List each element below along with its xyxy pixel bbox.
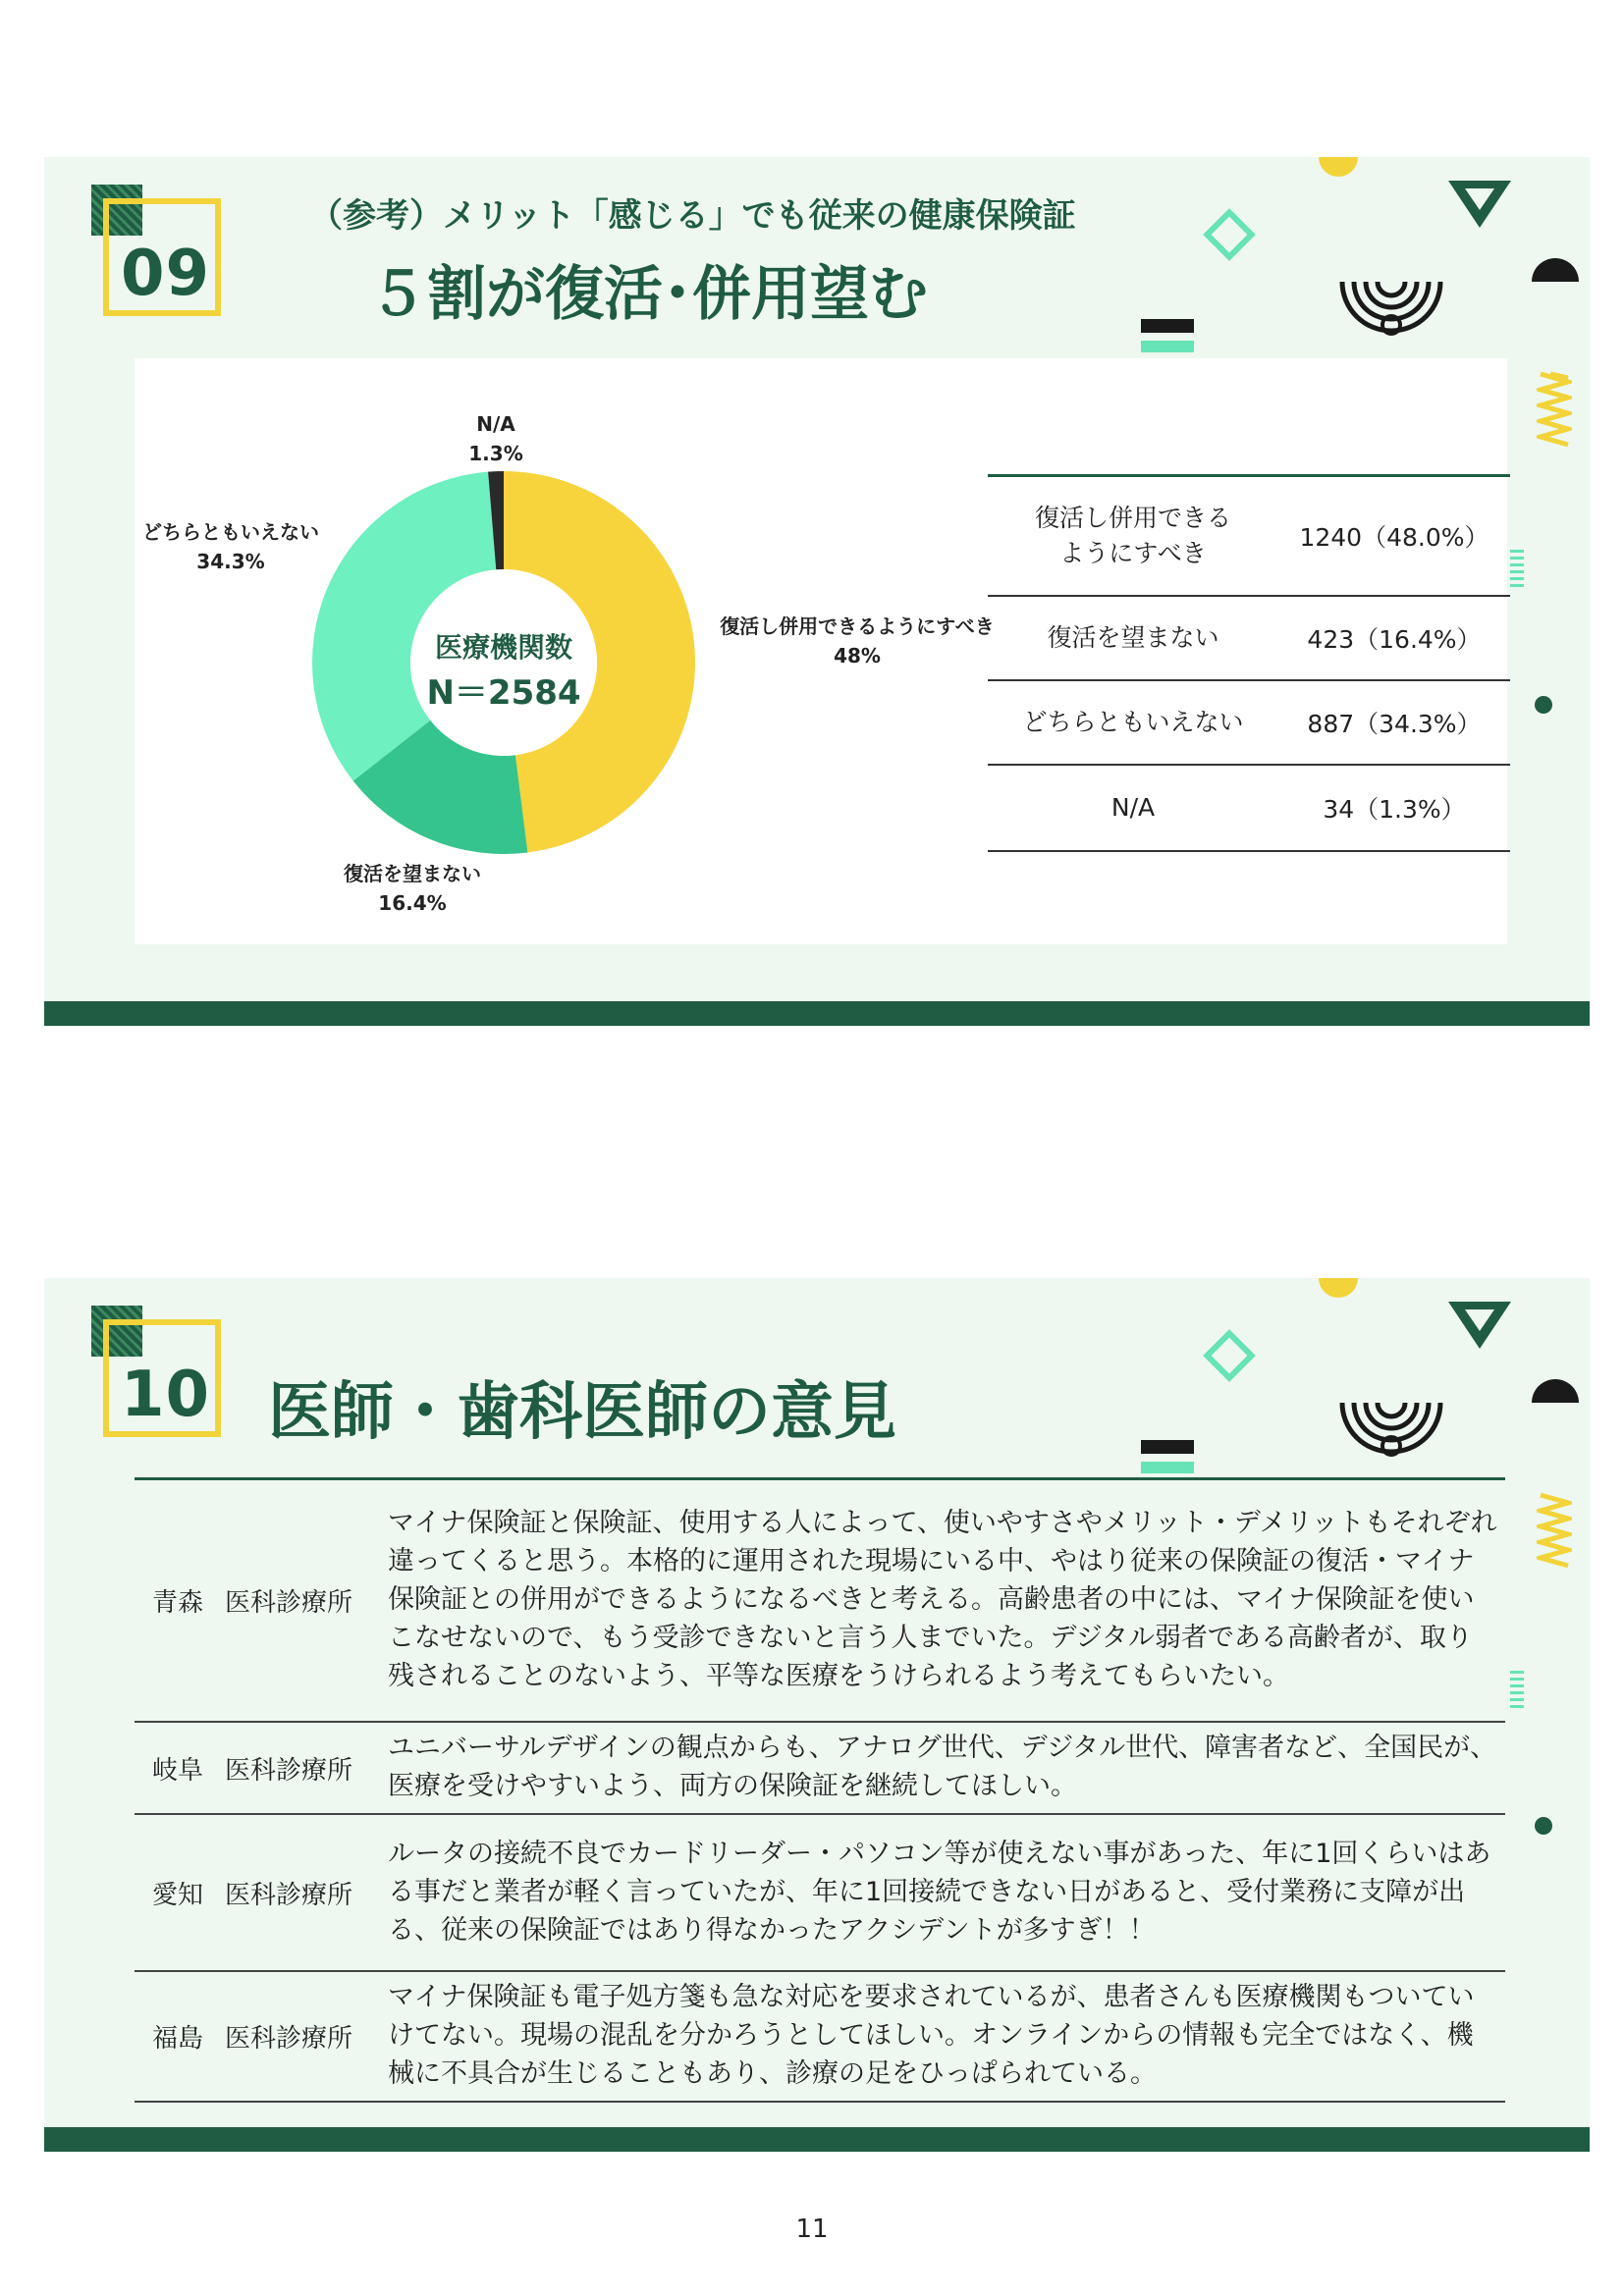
summary-label: N/A — [1110, 793, 1156, 822]
prefecture: 愛知 — [152, 1880, 204, 1910]
summary-value: 887（34.3%） — [1307, 710, 1482, 738]
dark-bar-decoration — [1141, 319, 1194, 333]
summary-row — [988, 477, 1510, 597]
zigzag-decoration — [1537, 368, 1572, 456]
slice-label-na — [432, 409, 560, 468]
yellow-half-circle-decoration — [1319, 1278, 1358, 1298]
facility-type: 医科診療所 — [225, 1755, 353, 1786]
slice-label-revive-pct: 48% — [834, 644, 881, 667]
slide-bottom-bar — [44, 1001, 1590, 1026]
slice-label-revive-name: 復活し併用できるようにすべき — [720, 614, 995, 638]
slice-label-neither-name: どちらともいえない — [142, 520, 319, 544]
opinion-row — [135, 1480, 1505, 1723]
dark-half-circle-decoration — [1532, 258, 1579, 282]
summary-row — [988, 597, 1510, 681]
slide-title: ５割が復活･併用望む — [368, 260, 928, 329]
facility-type: 医科診療所 — [225, 1880, 353, 1910]
donut-center-title: 医療機関数 — [434, 631, 572, 664]
opinion-text: マイナ保険証も電子処方箋も急な対応を要求されているが、患者さんも医療機関もついていけてない。現場の混乱を分かろうとしてほしい。オンラインからの情報も完全ではなく、機械に不具合が生じることもあり、診療の足をひっぱられている。 — [388, 1982, 1475, 2089]
slide-number: 09 — [121, 238, 211, 310]
slice-label-no-name: 復活を望まない — [344, 862, 481, 885]
summary-row — [988, 766, 1510, 852]
green-dot-decoration — [1535, 1817, 1552, 1835]
slice-label-na-pct: 1.3% — [468, 442, 523, 465]
summary-row — [988, 681, 1510, 766]
page-number: 11 — [795, 2215, 829, 2244]
summary-label: 復活し併用できる ようにすべき — [1034, 504, 1231, 567]
slide-number: 10 — [121, 1359, 211, 1431]
donut-center-label — [391, 626, 617, 714]
triangle-decoration — [1448, 181, 1511, 228]
slice-label-neither-pct: 34.3% — [196, 550, 265, 573]
slide-subtitle: （参考）メリット「感じる」でも従来の健康保険証 — [309, 196, 1076, 236]
summary-value: 1240（48.0%） — [1299, 523, 1489, 552]
opinion-row — [135, 1815, 1505, 1972]
summary-value: 423（16.4%） — [1307, 625, 1482, 654]
mint-bar-decoration — [1141, 341, 1194, 352]
triangle-decoration — [1448, 1302, 1511, 1349]
opinion-row — [135, 1723, 1505, 1815]
opinion-text: マイナ保険証と保険証、使用する人によって、使いやすさやメリット・デメリットもそれぞれ違ってくると思う。本格的に運用された現場にいる中、やはり従来の保険証の復活・マイナ保険証との併用ができるようになるべきと考える。高齢患者の中には、マイナ保険証を使いこなせないので、もう受診できないと言う人までいた。デジタル弱者である高齢者が、取り残されることのないよう、平等な医療をうけられるよう考えてもらいたい。 — [388, 1508, 1497, 1691]
dark-half-circle-decoration — [1532, 1379, 1579, 1403]
opinion-row — [135, 1972, 1505, 2103]
slide-bottom-bar — [44, 2127, 1590, 2152]
opinions-table — [135, 1477, 1505, 2103]
dark-bar-decoration — [1141, 1440, 1194, 1454]
summary-label: 復活を望まない — [1047, 623, 1219, 652]
stripes-decoration — [1510, 550, 1524, 589]
concentric-arcs-decoration — [1338, 278, 1444, 343]
summary-value: 34（1.3%） — [1323, 795, 1466, 824]
prefecture: 福島 — [152, 2024, 204, 2054]
opinion-text: ユニバーサルデザインの観点からも、アナログ世代、デジタル世代、障害者など、全国民が、医療を受けやすいよう、両方の保険証を継続してほしい。 — [388, 1733, 1497, 1801]
slide-title: 医師・歯科医師の意見 — [268, 1376, 896, 1449]
facility-type: 医科診療所 — [225, 1588, 353, 1618]
slice-label-na-name: N/A — [476, 412, 515, 436]
slice-label-no-pct: 16.4% — [378, 891, 447, 915]
summary-table — [988, 474, 1510, 852]
slice-label-no — [329, 859, 496, 918]
summary-label: どちらともいえない — [1022, 708, 1244, 736]
diamond-decoration — [1203, 1329, 1256, 1382]
prefecture: 青森 — [152, 1588, 204, 1618]
zigzag-decoration — [1537, 1489, 1572, 1577]
diamond-decoration — [1203, 208, 1256, 261]
slice-label-neither — [128, 517, 334, 576]
opinion-text: ルータの接続不良でカードリーダー・パソコン等が使えない事があった、年に1回くらいはある事だと業者が軽く言っていたが、年に1回接続できない日があると、受付業務に支障が出る、従来の保険証ではあり得なかったアクシデントが多すぎ！！ — [388, 1838, 1491, 1946]
yellow-half-circle-decoration — [1319, 157, 1358, 177]
stripes-decoration — [1510, 1671, 1524, 1710]
mint-bar-decoration — [1141, 1462, 1194, 1473]
facility-type: 医科診療所 — [225, 2024, 353, 2054]
prefecture: 岐阜 — [152, 1755, 204, 1786]
green-dot-decoration — [1535, 696, 1552, 714]
slice-label-revive — [700, 612, 1014, 670]
donut-center-count: N＝2584 — [426, 673, 581, 713]
concentric-arcs-decoration — [1338, 1399, 1444, 1464]
